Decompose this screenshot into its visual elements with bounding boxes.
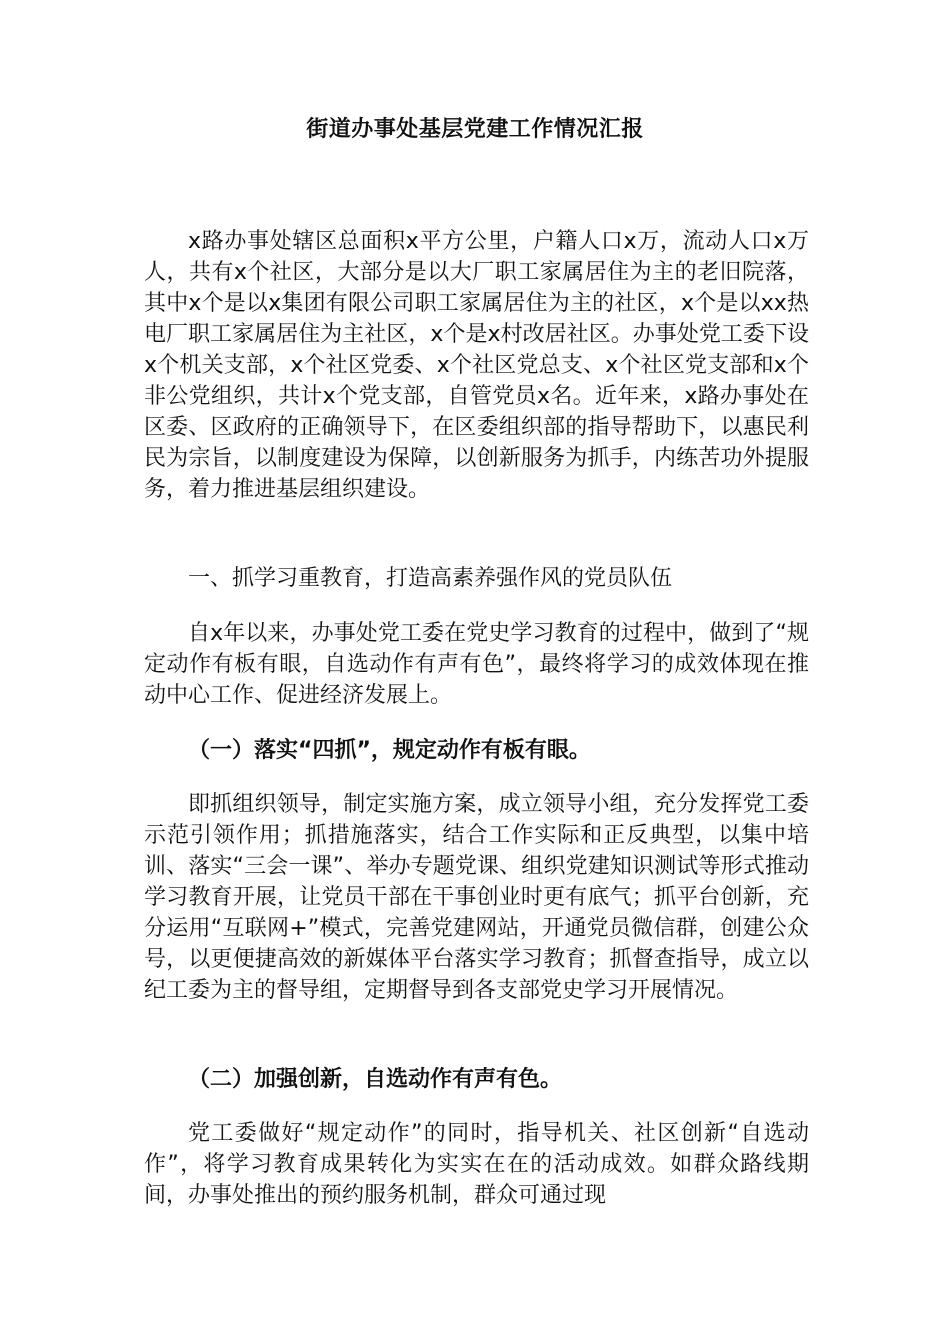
- subsection-2-paragraph: 党工委做好“规定动作”的同时，指导机关、社区创新“自选动作”，将学习教育成果转化为实实在在的活动成效。如群众路线期间，办事处推出的预约服务机制，群众可通过现: [144, 1121, 809, 1208]
- intro-paragraph: x路办事处辖区总面积x平方公里，户籍人口x万，流动人口x万人，共有x个社区，大部分是以大厂职工家属居住为主的老旧院落，其中x个是以x集团有限公司职工家属居住为主的社区，x个是以xx热电厂职工家属居住为主社区，x个是x村改居社区。办事处党工委下设x个机关支部，x个社区党委、x个社区党总支、x个社区党支部和x个非公党组织，共计x个党支部，自管党员x名。近年来，x路办事处在区委、区政府的正确领导下，在区委组织部的指导帮助下，以惠民利民为宗旨，以制度建设为保障，以创新服务为抓手，内练苦功外提服务，着力推进基层组织建设。: [144, 229, 809, 502]
- section-heading-1: 一、抓学习重教育，打造高素养强作风的党员队伍: [188, 566, 673, 591]
- subsection-heading-2: （二）加强创新，自选动作有声有色。: [188, 1067, 563, 1092]
- section-1-paragraph: 自x年以来，办事处党工委在党史学习教育的过程中，做到了“规定动作有板有眼，自选动作有声有色”，最终将学习的成效体现在推动中心工作、促进经济发展上。: [144, 621, 809, 708]
- subsection-1-paragraph: 即抓组织领导，制定实施方案，成立领导小组，充分发挥党工委示范引领作用；抓措施落实，结合工作实际和正反典型，以集中培训、落实“三会一课”、举办专题党课、组织党建知识测试等形式推动学习教育开展，让党员干部在干事创业时更有底气；抓平台创新，充分运用“互联网+”模式，完善党建网站，开通党员微信群，创建公众号，以更便捷高效的新媒体平台落实学习教育；抓督查指导，成立以纪工委为主的督导组，定期督导到各支部党史学习开展情况。: [144, 792, 809, 1003]
- document-title: 街道办事处基层党建工作情况汇报: [306, 117, 644, 142]
- subsection-heading-1: （一）落实“四抓”，规定动作有板有眼。: [188, 738, 591, 763]
